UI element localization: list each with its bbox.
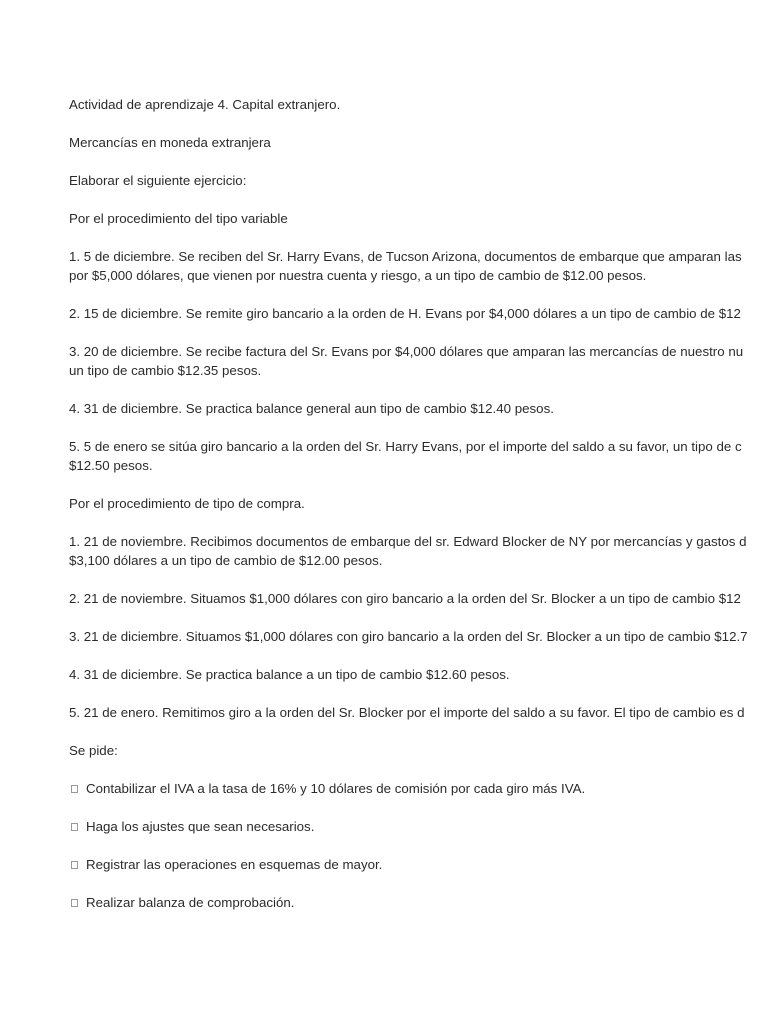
requirement-text: Realizar balanza de comprobación. <box>86 895 295 910</box>
exercise-item <box>69 399 768 418</box>
checkbox-bullet-icon <box>71 785 78 793</box>
exercise-item <box>69 665 768 684</box>
checkbox-bullet-icon <box>71 861 78 869</box>
document-title: Actividad de aprendizaje 4. Capital extranjero. <box>69 97 341 112</box>
requirement-item <box>69 779 768 798</box>
exercise-item-line: 2. 21 de noviembre. Situamos $1,000 dólares con giro bancario a la orden del Sr. Blocker a un tipo de cambio $12 <box>69 591 741 606</box>
requirement-item <box>69 893 768 912</box>
requirement-text: Contabilizar el IVA a la tasa de 16% y 10 dólares de comisión por cada giro más IVA. <box>86 781 586 796</box>
section-heading-tipo-variable: Por el procedimiento del tipo variable <box>69 211 288 226</box>
exercise-item-line: 1. 21 de noviembre. Recibimos documentos de embarque del sr. Edward Blocker de NY por mercancías y gastos d <box>69 534 747 549</box>
requirement-text: Haga los ajustes que sean necesarios. <box>86 819 315 834</box>
exercise-item <box>69 703 768 722</box>
requirement-text: Registrar las operaciones en esquemas de mayor. <box>86 857 383 872</box>
requirement-item <box>69 855 768 874</box>
document-page <box>69 95 768 931</box>
exercise-item-line: $3,100 dólares a un tipo de cambio de $12.00 pesos. <box>69 553 383 568</box>
exercise-item-line: $12.50 pesos. <box>69 458 153 473</box>
exercise-item-line: 5. 5 de enero se sitúa giro bancario a la orden del Sr. Harry Evans, por el importe del saldo a su favor, un tipo de c <box>69 439 742 454</box>
exercise-item <box>69 437 768 475</box>
exercise-item-line: 3. 20 de diciembre. Se recibe factura del Sr. Evans por $4,000 dólares que amparan las mercancías de nuestro nu <box>69 344 744 359</box>
exercise-item-line: 4. 31 de diciembre. Se practica balance general aun tipo de cambio $12.40 pesos. <box>69 401 554 416</box>
exercise-item-line: 4. 31 de diciembre. Se practica balance a un tipo de cambio $12.60 pesos. <box>69 667 510 682</box>
exercise-item <box>69 304 768 323</box>
requirements-heading: Se pide: <box>69 743 118 758</box>
exercise-item <box>69 627 768 646</box>
exercise-item <box>69 589 768 608</box>
instruction-text: Elaborar el siguiente ejercicio: <box>69 173 247 188</box>
requirement-item <box>69 817 768 836</box>
exercise-item <box>69 532 768 570</box>
document-subtitle: Mercancías en moneda extranjera <box>69 135 271 150</box>
exercise-item-line: un tipo de cambio $12.35 pesos. <box>69 363 262 378</box>
exercise-item-line: 5. 21 de enero. Remitimos giro a la orden del Sr. Blocker por el importe del saldo a su favor. El tipo de cambio es d <box>69 705 745 720</box>
exercise-item-line: por $5,000 dólares, que vienen por nuestra cuenta y riesgo, a un tipo de cambio de $12.00 pesos. <box>69 268 647 283</box>
checkbox-bullet-icon <box>71 899 78 907</box>
exercise-item <box>69 342 768 380</box>
exercise-item-line: 3. 21 de diciembre. Situamos $1,000 dólares con giro bancario a la orden del Sr. Blocker a un tipo de cambio $12.7 <box>69 629 748 644</box>
section-heading-tipo-compra: Por el procedimiento de tipo de compra. <box>69 496 305 511</box>
exercise-item-line: 1. 5 de diciembre. Se reciben del Sr. Harry Evans, de Tucson Arizona, documentos de embarque que amparan las <box>69 249 742 264</box>
exercise-item <box>69 247 768 285</box>
exercise-item-line: 2. 15 de diciembre. Se remite giro bancario a la orden de H. Evans por $4,000 dólares a un tipo de cambio de $12 <box>69 306 741 321</box>
checkbox-bullet-icon <box>71 823 78 831</box>
